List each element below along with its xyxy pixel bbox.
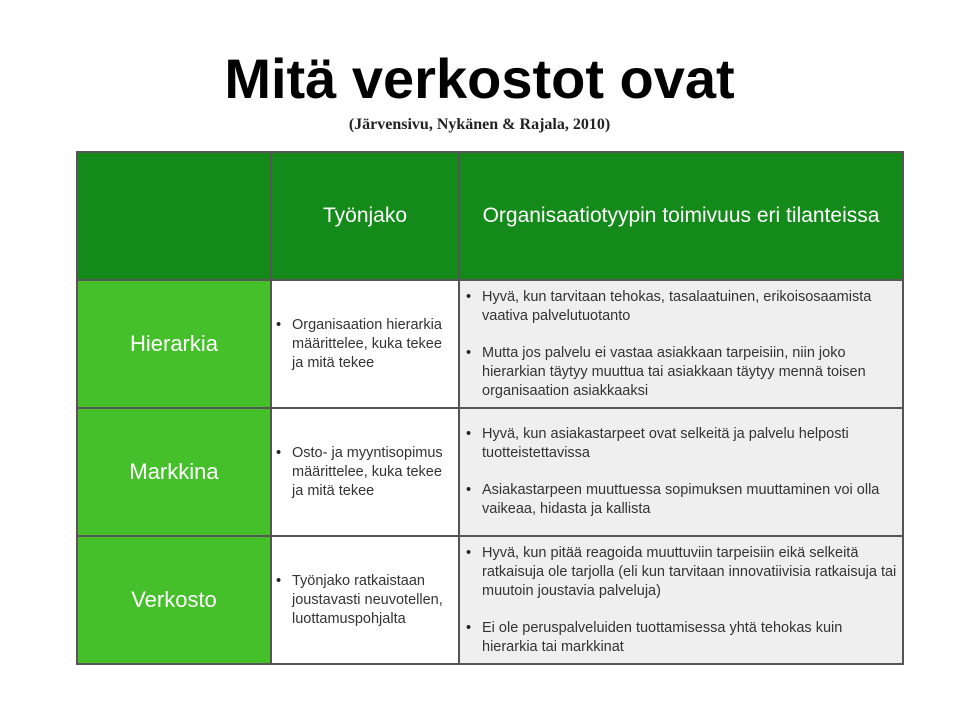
list-item: • Organisaation hierarkia määrittelee, kuka tekee ja mitä tekee <box>292 316 448 373</box>
table-row-markkina <box>77 408 903 536</box>
header-cell-division: Työnjako <box>271 152 459 280</box>
header-cell-empty <box>77 152 271 280</box>
row-label: Markkina <box>77 408 271 536</box>
division-cell <box>271 280 459 408</box>
description-cell <box>459 536 903 664</box>
list-item: • Osto- ja myyntisopimus määrittelee, kuka tekee ja mitä tekee <box>292 444 448 501</box>
table-row-verkosto <box>77 536 903 664</box>
list-item: • Ei ole peruspalveluiden tuottamisessa yhtä tehokas kuin hierarkia tai markkinat <box>482 619 898 657</box>
description-cell <box>459 408 903 536</box>
description-cell <box>459 280 903 408</box>
comparison-table <box>76 151 904 665</box>
citation: (Järvensivu, Nykänen & Rajala, 2010) <box>348 116 611 133</box>
list-item: • Työnjako ratkaistaan joustavasti neuvotellen, luottamuspohjalta <box>292 572 448 629</box>
header-row <box>77 152 903 280</box>
list-item: • Hyvä, kun tarvitaan tehokas, tasalaatuinen, erikoisosaamista vaativa palvelutuotanto <box>482 288 898 326</box>
table-row-hierarkia <box>77 280 903 408</box>
row-label: Hierarkia <box>77 280 271 408</box>
division-cell <box>271 536 459 664</box>
page-title: Mitä verkostot ovat <box>224 47 735 110</box>
division-cell <box>271 408 459 536</box>
list-item: • Hyvä, kun asiakastarpeet ovat selkeitä ja palvelu helposti tuotteistettavissa <box>482 425 898 463</box>
header-cell-functionality: Organisaatiotyypin toimivuus eri tilanteissa <box>459 152 903 280</box>
list-item: • Hyvä, kun pitää reagoida muuttuviin tarpeisiin eikä selkeitä ratkaisuja ole tarjolla (eli kun tarvitaan innovatiivisia ratkaisuja tai muutoin joustavia palveluja) <box>482 544 898 601</box>
row-label: Verkosto <box>77 536 271 664</box>
list-item: • Mutta jos palvelu ei vastaa asiakkaan tarpeisiin, niin joko hierarkian täytyy muuttua tai asiakkaan täytyy mennä toisen organisaation asiakkaaksi <box>482 344 898 401</box>
list-item: • Asiakastarpeen muuttuessa sopimuksen muuttaminen voi olla vaikeaa, hidasta ja kallista <box>482 481 898 519</box>
